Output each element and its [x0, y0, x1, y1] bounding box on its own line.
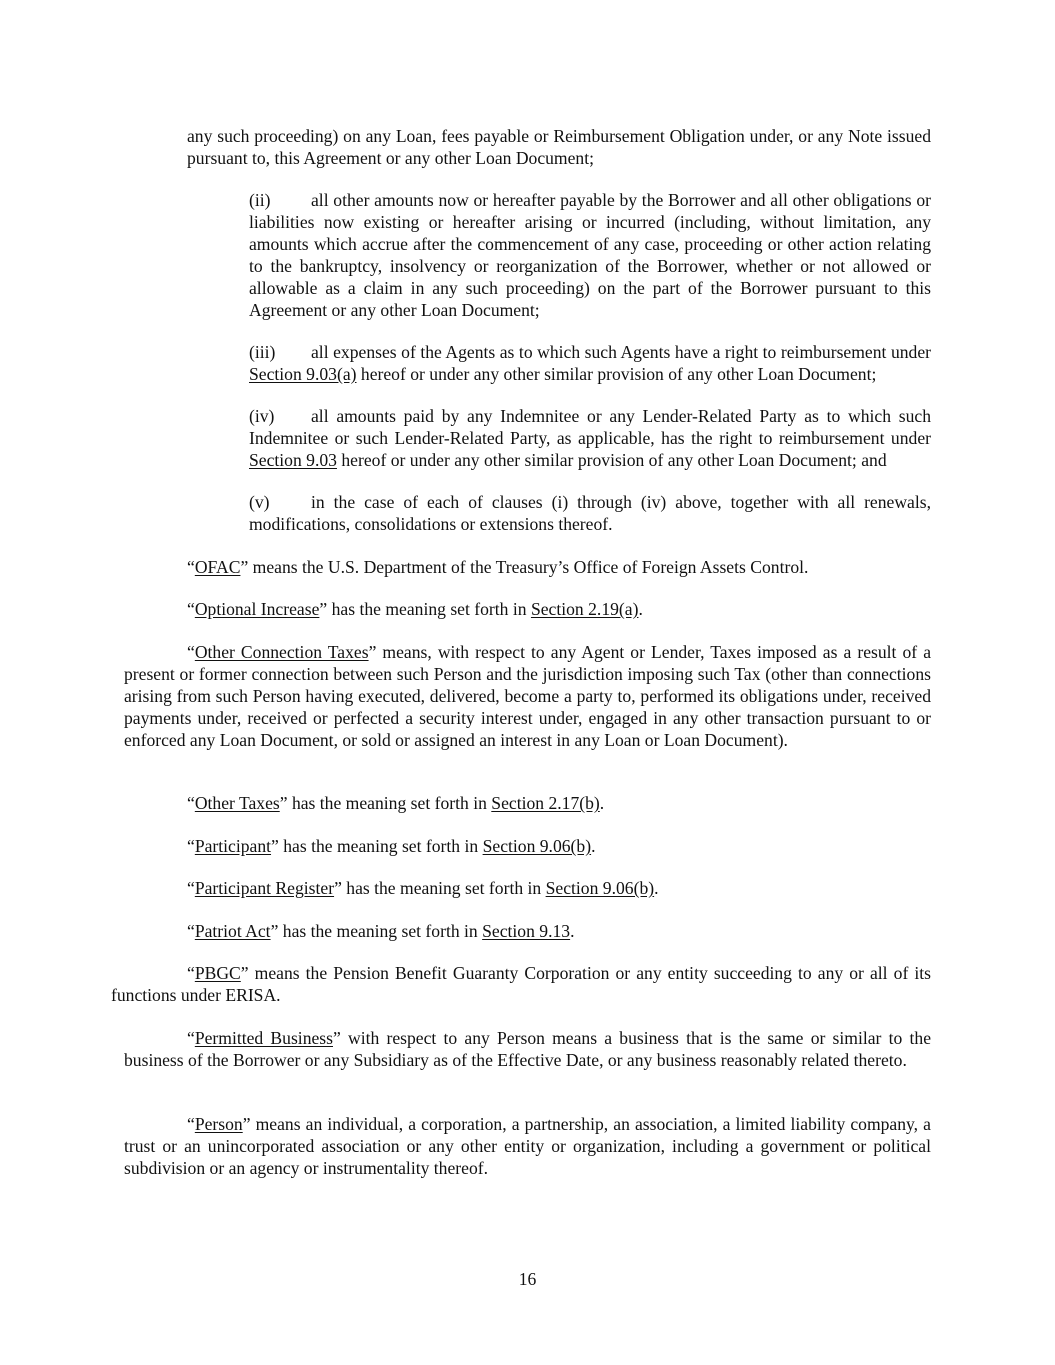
- section-reference: Section 2.19(a): [530, 599, 639, 619]
- defined-term: Person: [194, 1114, 243, 1134]
- definition-ofac: “OFAC” means the U.S. Department of the Treasury’s Office of Foreign Assets Control.: [187, 557, 809, 577]
- defined-term: Other Connection Taxes: [194, 642, 369, 662]
- section-reference: Section 9.03: [249, 450, 337, 470]
- definition-permitted-business: “Permitted Business” with respect to any Person means a business that is the same or similar to the business of the Borrower or any Subsidiary as of the Effective Date, or any business reasonably related thereto.: [124, 1028, 932, 1070]
- defined-term: Permitted Business: [194, 1028, 333, 1048]
- defined-term: PBGC: [194, 963, 241, 983]
- definition-patriot-act: “Patriot Act” has the meaning set forth in Section 9.13.: [187, 921, 575, 941]
- definition-other-connection-taxes: “Other Connection Taxes” means, with respect to any Agent or Lender, Taxes imposed as a result of a present or former connection between such Person and the jurisdiction imposing such Tax (other than connections arising from such Person having executed, delivered, become a party to, performed its obligations under, received payments under, received or perfected a security interest under, engaged in any other transaction pursuant to or enforced any Loan Document, or sold or assigned an interest in any Loan or Loan Document).: [124, 642, 931, 750]
- clause-ii: (ii) all other amounts now or hereafter payable by the Borrower and all other obligations or liabilities now existing or hereafter arising or incurred (including, without limitation, any amounts which accrue after the commencement of any case, proceeding or other action relating to the bankruptcy, insolvency or reorganization of the Borrower, whether or not allowed or allowable as a claim in any such proceeding) on the part of the Borrower pursuant to this Agreement or any other Loan Document;: [249, 190, 931, 320]
- clause-number: (v): [249, 492, 270, 512]
- definition-optional-increase: “Optional Increase” has the meaning set forth in Section 2.19(a).: [187, 599, 643, 619]
- definition-participant-register: “Participant Register” has the meaning set forth in Section 9.06(b).: [187, 878, 659, 898]
- clause-number: (iv): [249, 406, 275, 426]
- page-number: 16: [518, 1269, 537, 1289]
- clause-continuation: any such proceeding) on any Loan, fees payable or Reimbursement Obligation under, or any Note issued pursuant to, this Agreement or any other Loan Document;: [187, 126, 931, 168]
- defined-term: Other Taxes: [194, 793, 280, 813]
- section-reference: Section 9.03(a): [249, 364, 357, 384]
- definition-pbgc: “PBGC” means the Pension Benefit Guaranty Corporation or any entity succeeding to any or all of its functions under ERISA.: [111, 963, 931, 1005]
- defined-term: Participant: [194, 836, 272, 856]
- clause-v: (v) in the case of each of clauses (i) through (iv) above, together with all renewals, modifications, consolidations or extensions thereof.: [249, 492, 931, 534]
- definition-person: “Person” means an individual, a corporation, a partnership, an association, a limited liability company, a trust or an unincorporated association or any other entity or organization, including a government or political subdivision or an agency or instrumentality thereof.: [124, 1114, 931, 1178]
- section-reference: Section 9.06(b): [482, 836, 592, 856]
- clause-iii: (iii) all expenses of the Agents as to which such Agents have a right to reimbursement under Section 9.03(a) hereof or under any other similar provision of any other Loan Document;: [249, 342, 931, 384]
- clause-number: (iii): [249, 342, 276, 362]
- definition-other-taxes: “Other Taxes” has the meaning set forth in Section 2.17(b).: [187, 793, 605, 813]
- clause-number: (ii): [249, 190, 271, 210]
- section-reference: Section 9.06(b): [545, 878, 655, 898]
- defined-term: Patriot Act: [194, 921, 271, 941]
- definition-participant: “Participant” has the meaning set forth in Section 9.06(b).: [187, 836, 596, 856]
- defined-term: Optional Increase: [194, 599, 320, 619]
- defined-term: Participant Register: [194, 878, 335, 898]
- defined-term: OFAC: [194, 557, 241, 577]
- section-reference: Section 9.13: [482, 921, 571, 941]
- clause-iv: (iv) all amounts paid by any Indemnitee or any Lender-Related Party as to which such Indemnitee or such Lender-Related Party, as applicable, has the right to reimbursement under Section 9.03 hereof or under any other similar provision of any other Loan Document; and: [249, 406, 931, 470]
- section-reference: Section 2.17(b): [491, 793, 600, 813]
